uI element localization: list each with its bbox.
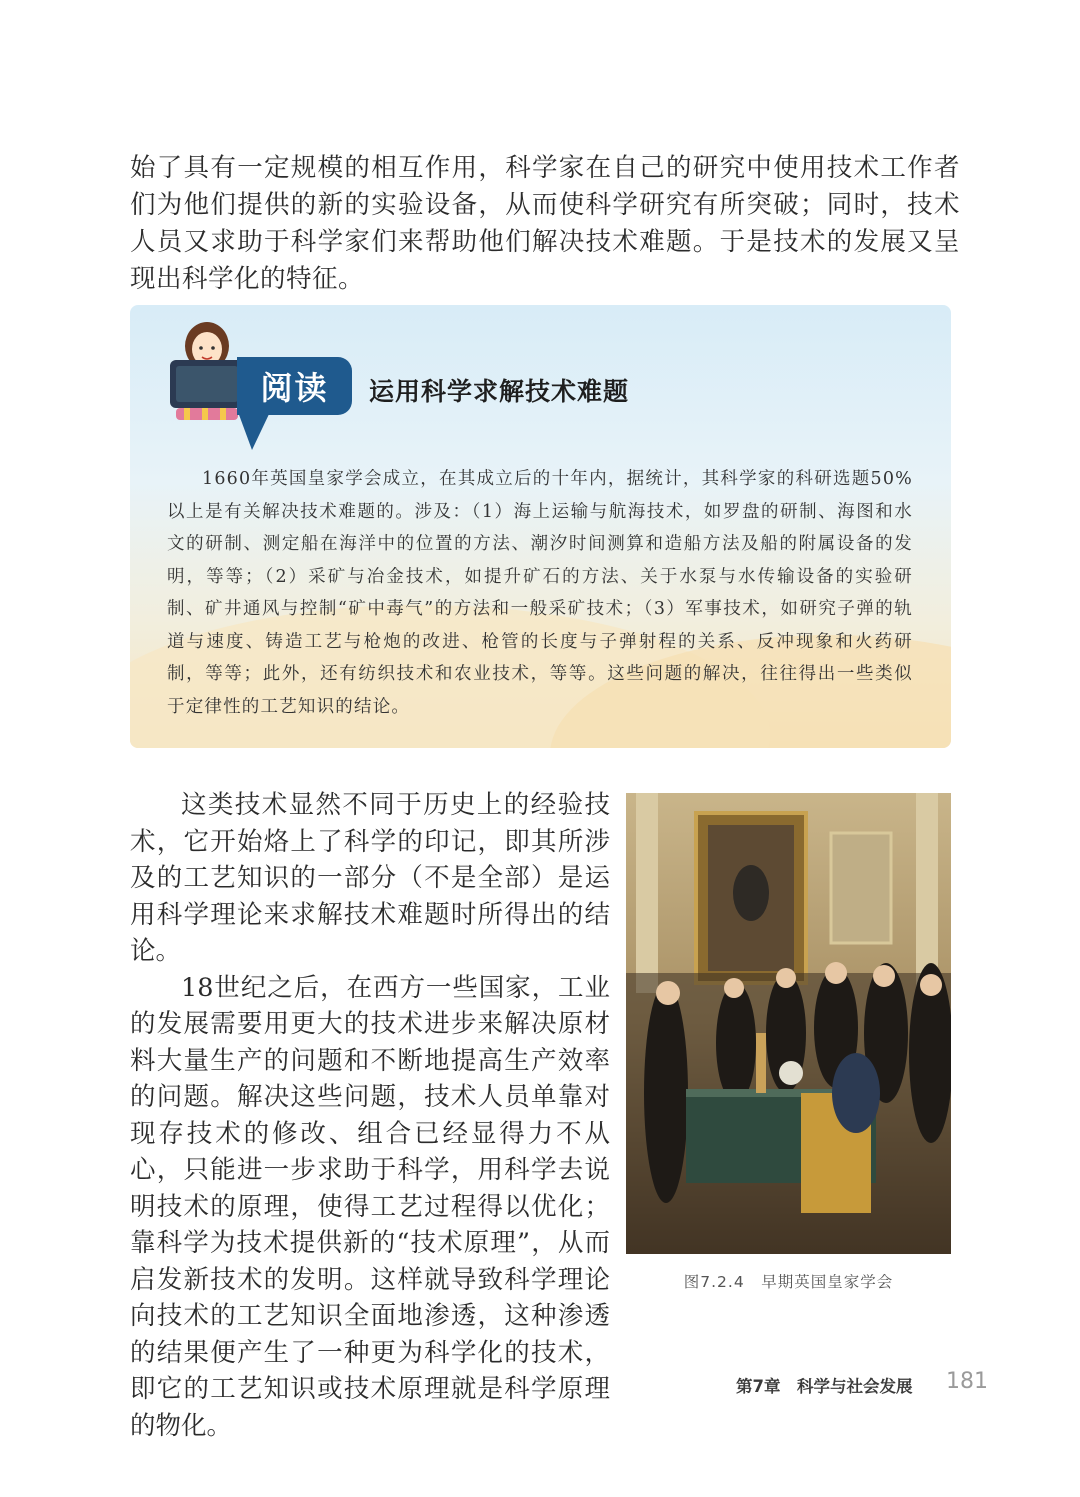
intro-paragraph: 始了具有一定规模的相互作用，科学家在自己的研究中使用技术工作者们为他们提供的新的实验设备，从而使科学研究有所突破；同时，技术人员又求助于科学家们来帮助他们解决技术难题。于是技术的发展又呈现出科学化的特征。	[130, 153, 960, 294]
figure-caption: 图7.2.4 早期英国皇家学会	[683, 1273, 894, 1291]
main-paragraph-1: 这类技术显然不同于历史上的经验技术，它开始烙上了科学的印记，即其所涉及的工艺知识的一部分（不是全部）是运用科学理论来求解技术难题时所得出的结论。	[130, 790, 610, 966]
reading-body-paragraph: 1660年英国皇家学会成立，在其成立后的十年内，据统计，其科学家的科研选题50%以上是有关解决技术难题的。涉及：（1）海上运输与航海技术，如罗盘的研制、海图和水文的研制、测定船在海洋中的位置的方法、潮汐时间测算和造船方法及船的附属设备的发明，等等；（2）采矿与冶金技术，如提升矿石的方法、关于水泵与水传输设备的实验研制、矿井通风与控制“矿中毒气”的方法和一般采矿技术；（3）军事技术，如研究子弹的轨道与速度、铸造工艺与枪炮的改进、枪管的长度与子弹射程的关系、反冲现象和火药研制，等等；此外，还有纺织技术和农业技术，等等。这些问题的解决，往往得出一些类似于定律性的工艺知识的结论。	[167, 469, 913, 717]
royal-society-painting	[626, 793, 951, 1254]
reading-tag-tail	[238, 412, 270, 450]
reading-title: 运用科学求解技术难题	[369, 377, 630, 406]
main-paragraph-2: 18世纪之后，在西方一些国家，工业的发展需要用更大的技术进步来解决原材料大量生产的问题和不断地提高生产效率的问题。解决这些问题，技术人员单靠对现存技术的修改、组合已经显得力不从心，只能进一步求助于科学，用科学去说明技术的原理，使得工艺过程得以优化；靠科学为技术提供新的“技术原理”，从而启发新技术的发明。这样就导致科学理论向技术的工艺知识全面地渗透，这种渗透的结果便产生了一种更为科学化的技术，即它的工艺知识或技术原理就是科学原理的物化。	[130, 972, 610, 1441]
reading-tag-label: 阅读	[260, 369, 329, 407]
reading-girl-illustration	[166, 316, 248, 424]
footer-chapter: 第7章 科学与社会发展	[736, 1377, 913, 1396]
reading-body	[167, 463, 913, 723]
main-text	[130, 787, 610, 1444]
reading-tag	[237, 357, 352, 415]
page-number: 181	[946, 1369, 988, 1394]
